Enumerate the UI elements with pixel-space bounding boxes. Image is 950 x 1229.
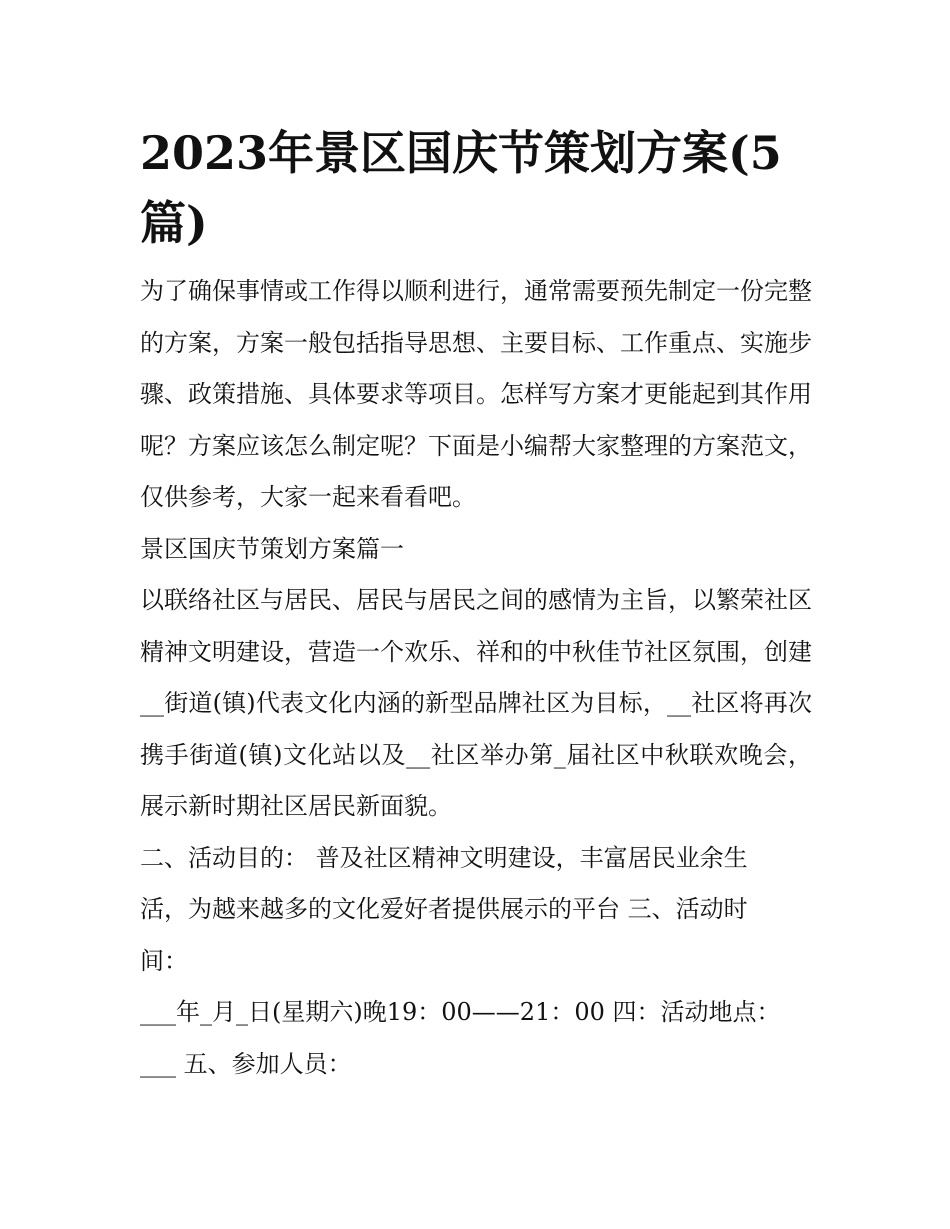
body-paragraph: 以联络社区与居民、居民与居民之间的感情为主旨，以繁荣社区精神文明建设，营造一个欢乐、祥和的中秋佳节社区氛围，创建__街道(镇)代表文化内涵的新型品牌社区为目标，__社区将再次携手街道(镇)文化站以及__社区举办第_届社区中秋联欢晚会，展示新时期社区居民新面貌。: [140, 586, 812, 820]
intro-paragraph: 为了确保事情或工作得以顺利进行，通常需要预先制定一份完整的方案，方案一般包括指导思想、主要目标、工作重点、实施步骤、政策措施、具体要求等项目。怎样写方案才更能起到其作用呢？方案应该怎么制定呢？下面是小编帮大家整理的方案范文，仅供参考，大家一起来看看吧。: [140, 277, 812, 511]
activity-time-paragraph: ___年_月_日(星期六)晚19：00——21：00 四：活动地点： ___ 五、参加人员：: [140, 998, 781, 1078]
activity-purpose-paragraph: 二、活动目的： 普及社区精神文明建设，丰富居民业余生活，为越来越多的文化爱好者提供展示的平台 三、活动时间：: [140, 843, 748, 975]
document-body: [140, 118, 812, 1090]
section-heading: 景区国庆节策划方案篇一: [140, 534, 404, 563]
document-title: 2023年景区国庆节策划方案(5篇): [140, 126, 782, 250]
